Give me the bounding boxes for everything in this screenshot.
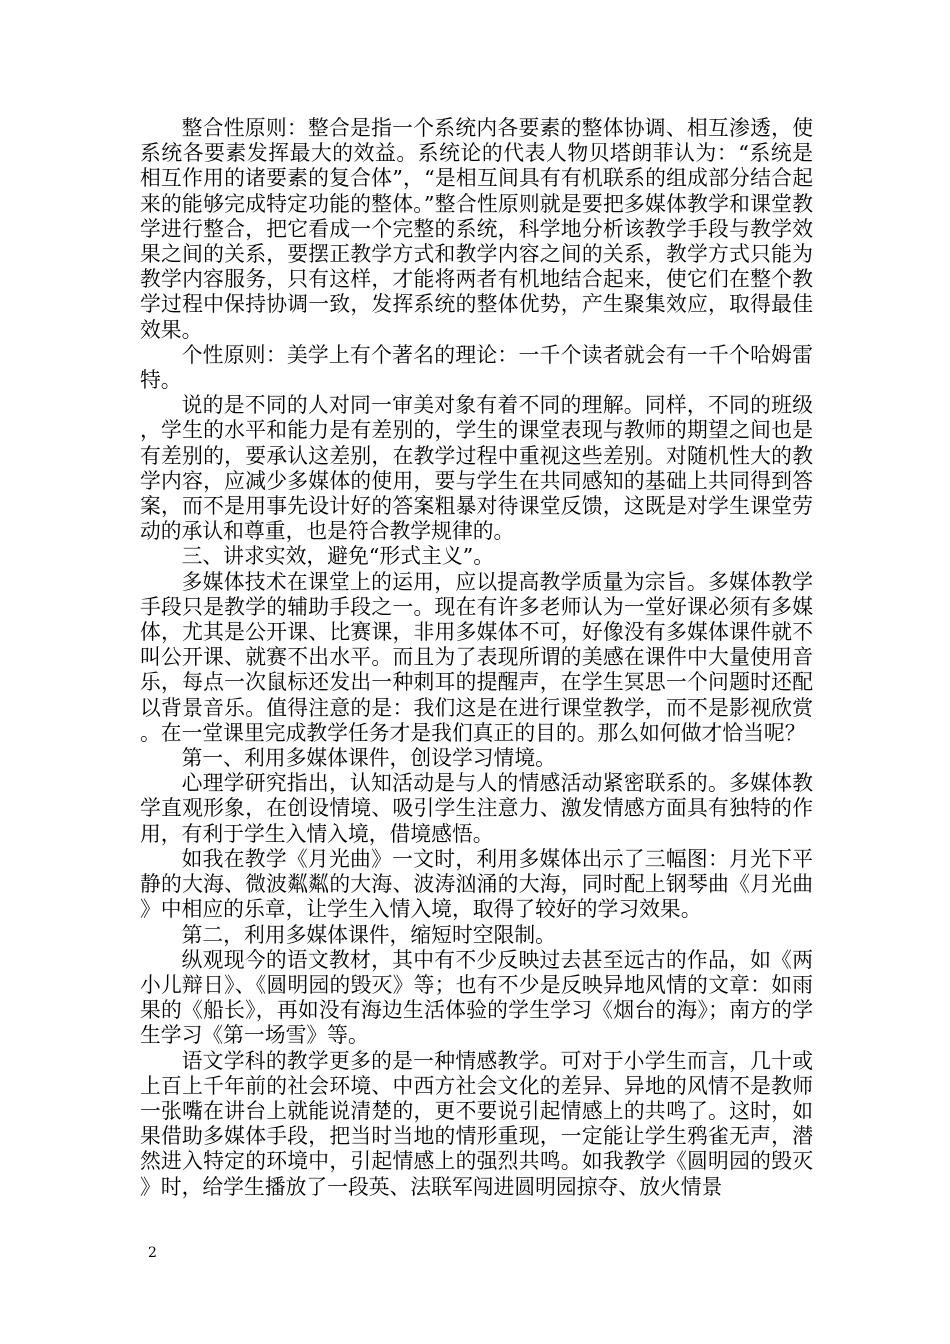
paragraph-moonlight-example: 如我在教学《月光曲》一文时，利用多媒体出示了三幅图：月光下平静的大海、微波粼粼的大海、波涛汹涌的大海，同时配上钢琴曲《月光曲》中相应的乐章，让学生入情入境，取得了较好的学习效果。	[140, 846, 813, 922]
paragraph-textbook-overview: 纵观现今的语文教材，其中有不少反映过去甚至远古的作品，如《两小儿辩日》、《圆明园的毁灭》等；也有不少是反映异地风情的文章：如雨果的《船长》，再如没有海边生活体验的学生学习《烟台的海》；南方的学生学习《第一场雪》等。	[140, 947, 813, 1048]
paragraph-psychology-research: 心理学研究指出，认知活动是与人的情感活动紧密联系的。多媒体教学直观形象，在创设情境、吸引学生注意力、激发情感方面具有独特的作用，有利于学生入情入境，借境感悟。	[140, 771, 813, 846]
paragraph-individuality-principle: 个性原则：美学上有个著名的理论：一千个读者就会有一千个哈姆雷特。	[140, 342, 813, 393]
paragraph-multimedia-purpose: 多媒体技术在课堂上的运用，应以提高教学质量为宗旨。多媒体教学手段只是教学的辅助手段之一。现在有许多老师认为一堂好课必须有多媒体，尤其是公开课、比赛课，非用多媒体不可，好像没有多媒体课件就不叫公开课、就赛不出水平。而且为了表现所谓的美感在课件中大量使用音乐，每点一次鼠标还发出一种刺耳的提醒声，在学生冥思一个问题时还配以背景音乐。值得注意的是：我们这是在进行课堂教学，而不是影视欣赏。在一堂课里完成教学任务才是我们真正的目的。那么如何做才恰当呢？	[140, 569, 813, 745]
page-number: 2	[148, 1245, 157, 1261]
paragraph-different-understanding: 说的是不同的人对同一审美对象有着不同的理解。同样，不同的班级，学生的水平和能力是有差别的，学生的课堂表现与教师的期望之间也是有差别的，要承认这差别，在教学过程中重视这些差别。对随机性大的教学内容，应减少多媒体的使用，要与学生在共同感知的基础上共同得到答案，而不是用事先设计好的答案粗暴对待课堂反馈，这既是对学生课堂劳动的承认和尊重，也是符合教学规律的。	[140, 393, 813, 544]
page-body	[140, 116, 813, 1200]
section-heading-practical-effect: 三、讲求实效，避免“形式主义”。	[181, 544, 495, 569]
paragraph-emotional-teaching: 语文学科的教学更多的是一种情感教学。可对于小学生而言，几十或上百上千年前的社会环境、中西方社会文化的差异、异地的风情不是教师一张嘴在讲台上就能说清楚的，更不要说引起情感上的共鸣了。这时，如果借助多媒体手段，把当时当地的情形重现，一定能让学生鸦雀无声，潜然进入特定的环境中，引起情感上的强烈共鸣。如我教学《圆明园的毁灭》时，给学生播放了一段英、法联军闯进圆明园掠夺、放火情景	[140, 1048, 813, 1199]
subheading-shorten-time-space: 第二，利用多媒体课件，缩短时空限制。	[181, 922, 556, 947]
subheading-create-situation: 第一、利用多媒体课件，创设学习情境。	[181, 746, 556, 771]
paragraph-integration-principle: 整合性原则：整合是指一个系统内各要素的整体协调、相互渗透，使系统各要素发挥最大的效益。系统论的代表人物贝塔朗菲认为：“系统是相互作用的诸要素的复合体”，“是相互间具有有机联系的组成部分结合起来的能够完成特定功能的整体。”整合性原则就是要把多媒体教学和课堂教学进行整合，把它看成一个完整的系统，科学地分析该教学手段与教学效果之间的关系，要摆正教学方式和教学内容之间的关系，教学方式只能为教学内容服务，只有这样，才能将两者有机地结合起来，使它们在整个教学过程中保持协调一致，发挥系统的整体优势，产生聚集效应，取得最佳效果。	[140, 116, 813, 342]
